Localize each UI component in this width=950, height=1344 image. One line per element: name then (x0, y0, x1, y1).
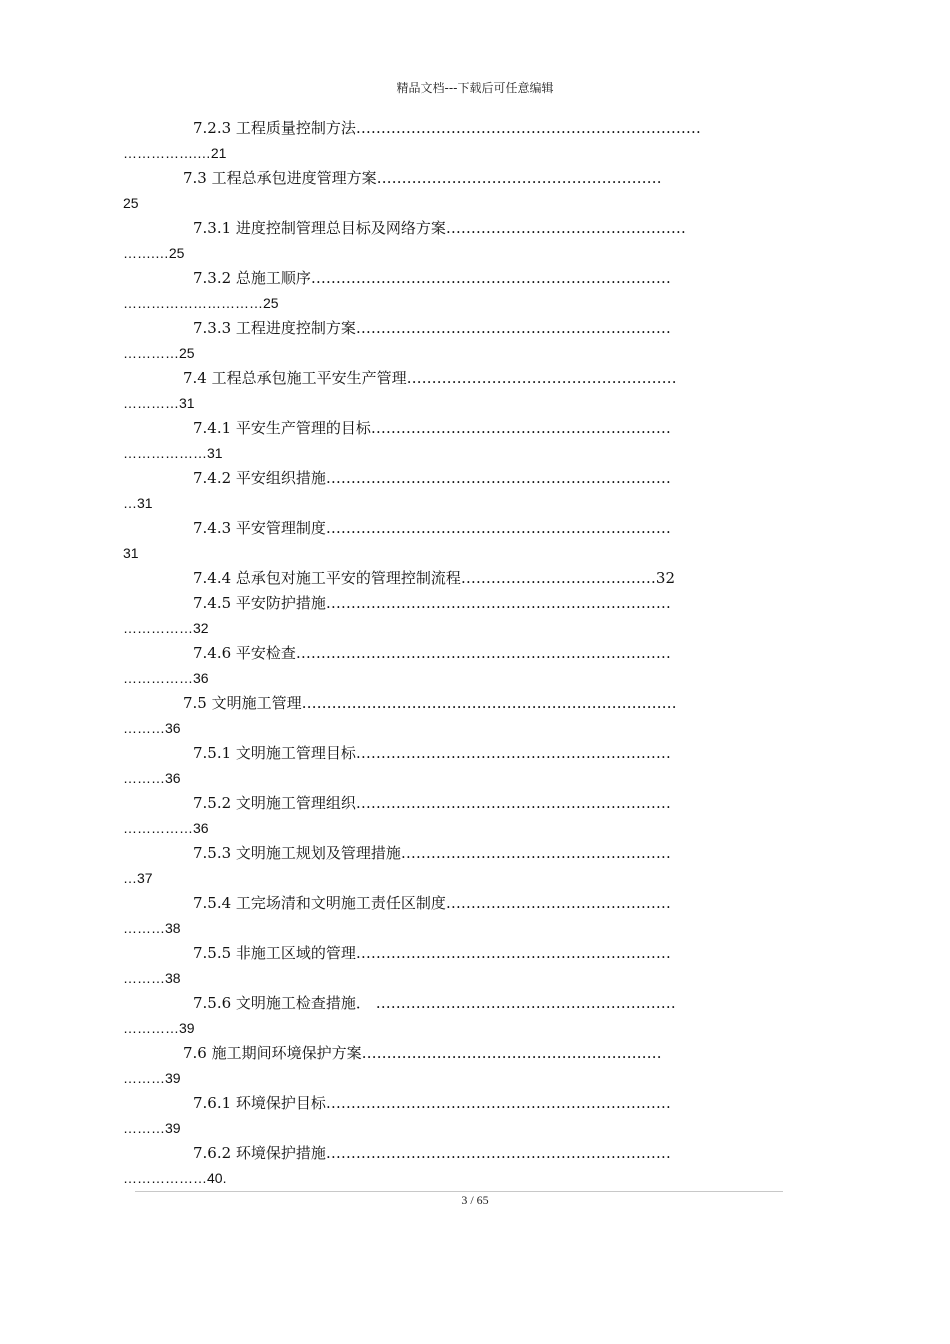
toc-entry[interactable]: 7.3 工程总承包进度管理方案………………………………………………… (183, 169, 662, 187)
toc-entry[interactable]: 7.5.3 文明施工规划及管理措施……………………………………………… (193, 844, 671, 862)
toc-entry-page-ref: 31 (123, 545, 139, 561)
toc-entry[interactable]: 7.5.4 工完场清和文明施工责任区制度……………………………………… (193, 894, 671, 912)
toc-entry[interactable]: 7.2.3 工程质量控制方法…………………………………………………………… (193, 119, 701, 137)
toc-entry[interactable]: 7.3.2 总施工顺序……………………………………………………………… (193, 269, 671, 287)
toc-entry-page-ref: ………39 (123, 1070, 181, 1086)
toc-entry-page-ref: …………….…21 (123, 145, 227, 161)
toc-entry[interactable]: 7.6 施工期间环境保护方案…………………………………………………… (183, 1044, 662, 1062)
toc-entry-page-ref: ………………40. (123, 1170, 227, 1186)
toc-entry[interactable]: 7.4.2 平安组织措施…………………………………………………………… (193, 469, 671, 487)
footer-divider (135, 1191, 783, 1192)
toc-entry-page-ref: ………36 (123, 770, 181, 786)
toc-entry[interactable]: 7.5 文明施工管理………………………………………………………………… (183, 694, 677, 712)
toc-entry-page-ref: …………25 (123, 345, 195, 361)
toc-entry-page-ref: …………………………25 (123, 295, 279, 311)
toc-entry[interactable]: 7.4.6 平安检查………………………………………………………………… (193, 644, 671, 662)
toc-entry-page-ref: ………36 (123, 720, 181, 736)
toc-entry[interactable]: 7.4.3 平安管理制度…………………………………………………………… (193, 519, 671, 537)
page-header: 精品文档---下载后可任意编辑 (396, 81, 554, 95)
toc-entry[interactable]: 7.5.2 文明施工管理组织……………………………………………………… (193, 794, 671, 812)
table-of-contents (123, 116, 828, 1191)
toc-entry-page-ref: ……………32 (123, 620, 209, 636)
toc-entry-page-ref: …31 (123, 495, 153, 511)
toc-entry[interactable]: 7.5.6 文明施工检查措施． …………………………………………………… (193, 994, 676, 1012)
toc-entry-page-ref: …………39 (123, 1020, 195, 1036)
toc-entry[interactable]: 7.3.3 工程进度控制方案……………………………………………………… (193, 319, 671, 337)
toc-entry-page-ref: ………38 (123, 970, 181, 986)
toc-entry[interactable]: 7.3.1 进度控制管理总目标及网络方案………………………………………… (193, 219, 686, 237)
toc-entry[interactable]: 7.6.2 环境保护措施…………………………………………………………… (193, 1144, 671, 1162)
toc-entry-page-ref: …….…25 (123, 245, 185, 261)
toc-entry[interactable]: 7.5.5 非施工区域的管理……………………………………………………… (193, 944, 671, 962)
toc-entry-page-ref: …………31 (123, 395, 195, 411)
toc-entry[interactable]: 7.5.1 文明施工管理目标……………………………………………………… (193, 744, 671, 762)
toc-entry[interactable]: 7.4.5 平安防护措施…………………………………………………………… (193, 594, 671, 612)
toc-entry-page-ref: 25 (123, 195, 139, 211)
page-number: 3 / 65 (461, 1193, 489, 1207)
toc-entry-page-ref: …37 (123, 870, 153, 886)
toc-entry-page-ref: ………………31 (123, 445, 223, 461)
toc-entry-page-ref: ……………36 (123, 820, 209, 836)
toc-entry-page-ref: ………39 (123, 1120, 181, 1136)
toc-entry-page-ref: ……………36 (123, 670, 209, 686)
toc-entry[interactable]: 7.4 工程总承包施工平安生产管理……………………………………………… (183, 369, 677, 387)
toc-entry[interactable]: 7.4.4 总承包对施工平安的管理控制流程…………………………………32 (193, 569, 676, 587)
toc-entry-page-ref: ………38 (123, 920, 181, 936)
toc-entry[interactable]: 7.6.1 环境保护目标…………………………………………………………… (193, 1094, 671, 1112)
toc-entry[interactable]: 7.4.1 平安生产管理的目标…………………………………………………… (193, 419, 671, 437)
